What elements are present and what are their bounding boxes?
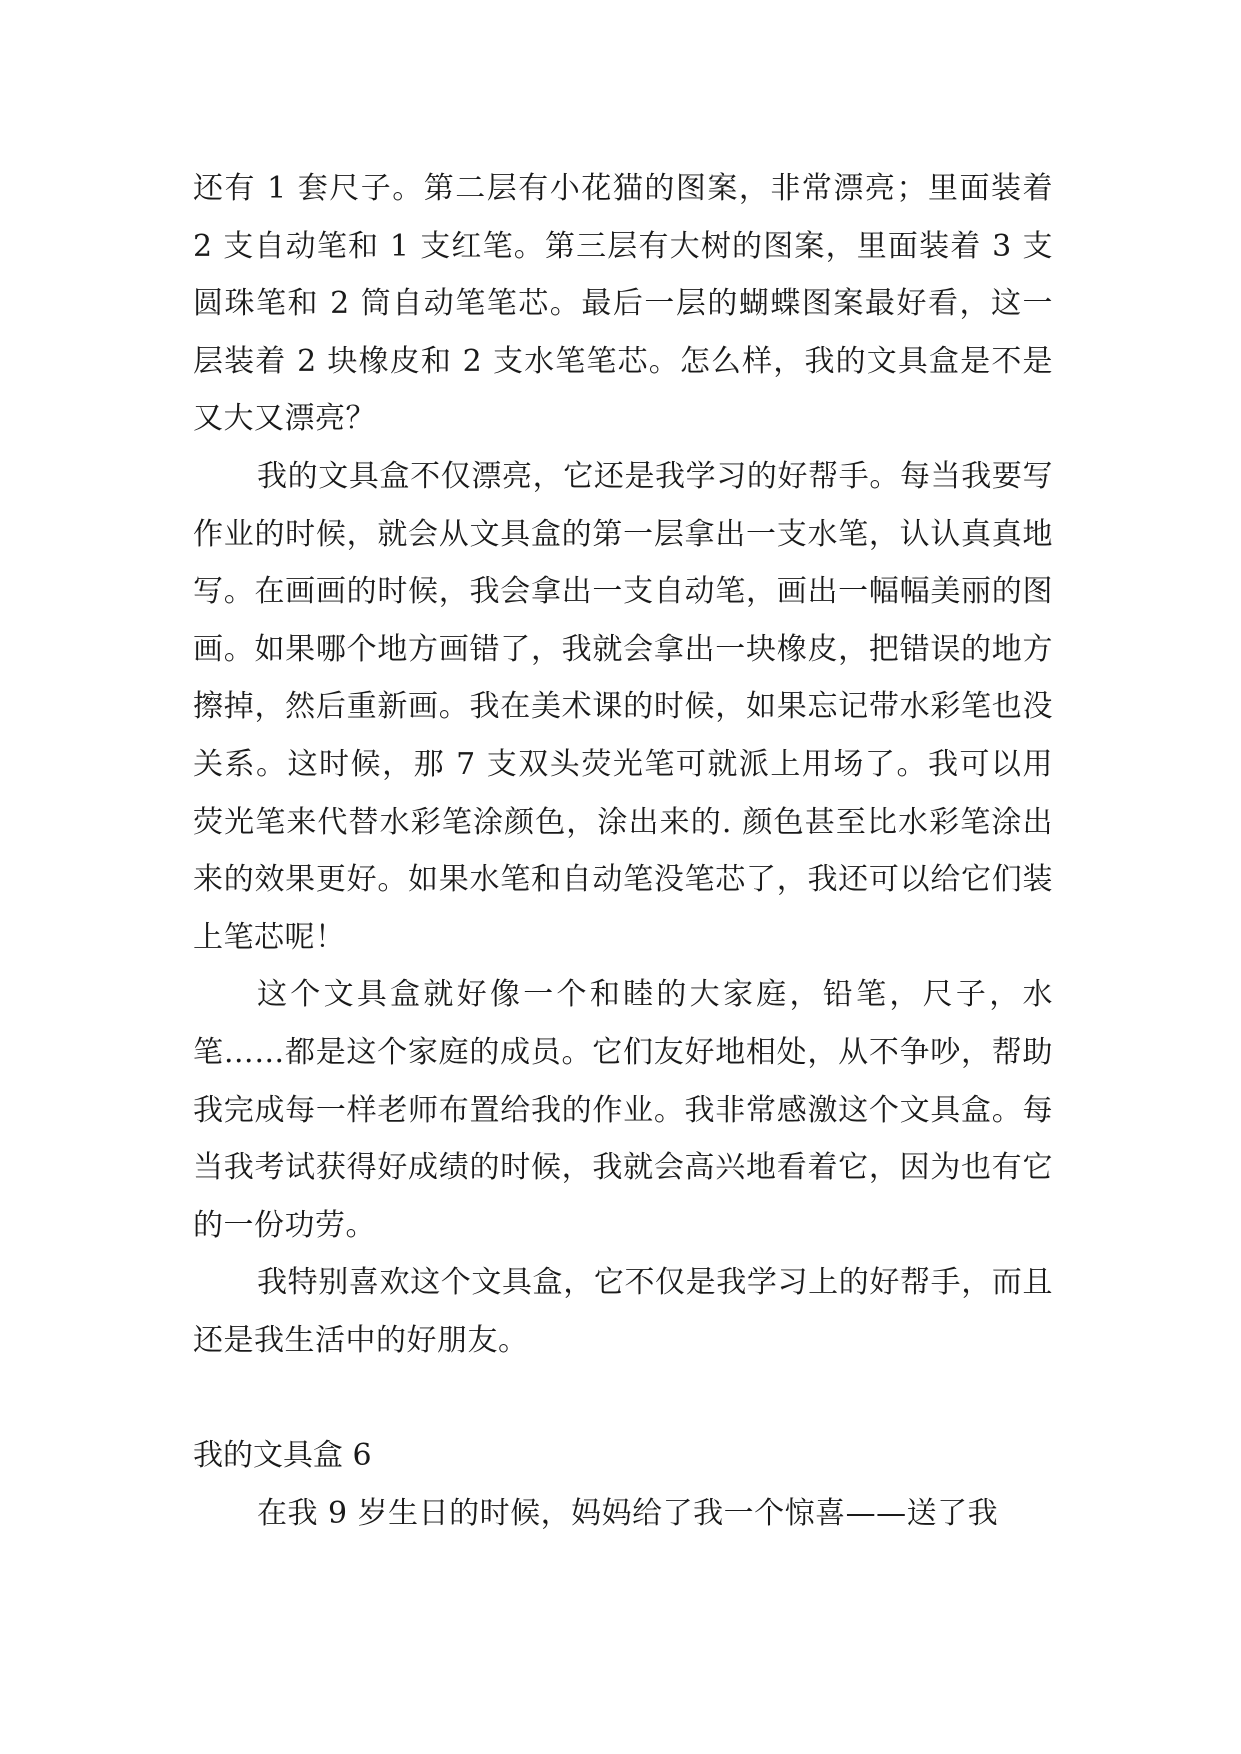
section-title: 我的文具盒 6 [193, 1438, 372, 1474]
paragraph: 我的文具盒不仅漂亮，它还是我学习的好帮手。每当我要写作业的时候，就会从文具盒的第一层拿出一支水笔，认认真真地写。在画画的时候，我会拿出一支自动笔，画出一幅幅美丽的图画。如果哪个地方画错了，我就会拿出一块橡皮，把错误的地方擦掉，然后重新画。我在美术课的时候，如果忘记带水彩笔也没关系。这时候，那 7 支双头荧光笔可就派上用场了。我可以用荧光笔来代替水彩笔涂颜色，涂出来的. 颜色甚至比水彩笔涂出来的效果更好。如果水笔和自动笔没笔芯了，我还可以给它们装上笔芯呢！ [193, 458, 1053, 955]
document-page [193, 160, 1053, 1542]
blank-line [193, 1369, 1053, 1427]
paragraph: 在我 9 岁生日的时候，妈妈给了我一个惊喜——送了我 [257, 1495, 999, 1531]
paragraph: 这个文具盒就好像一个和睦的大家庭，铅笔，尺子，水笔……都是这个家庭的成员。它们友好地相处，从不争吵，帮助我完成每一样老师布置给我的作业。我非常感激这个文具盒。每当我考试获得好成绩的时候，我就会高兴地看着它，因为也有它的一份功劳。 [193, 977, 1053, 1243]
paragraph-continued: 还有 1 套尺子。第二层有小花猫的图案，非常漂亮；里面装着 2 支自动笔和 1 支红笔。第三层有大树的图案，里面装着 3 支圆珠笔和 2 筒自动笔笔芯。最后一层的蝴蝶图案最好看，这一层装着 2 块橡皮和 2 支水笔笔芯。怎么样，我的文具盒是不是又大又漂亮？ [193, 171, 1053, 437]
paragraph: 我特别喜欢这个文具盒，它不仅是我学习上的好帮手，而且还是我生活中的好朋友。 [193, 1265, 1053, 1358]
